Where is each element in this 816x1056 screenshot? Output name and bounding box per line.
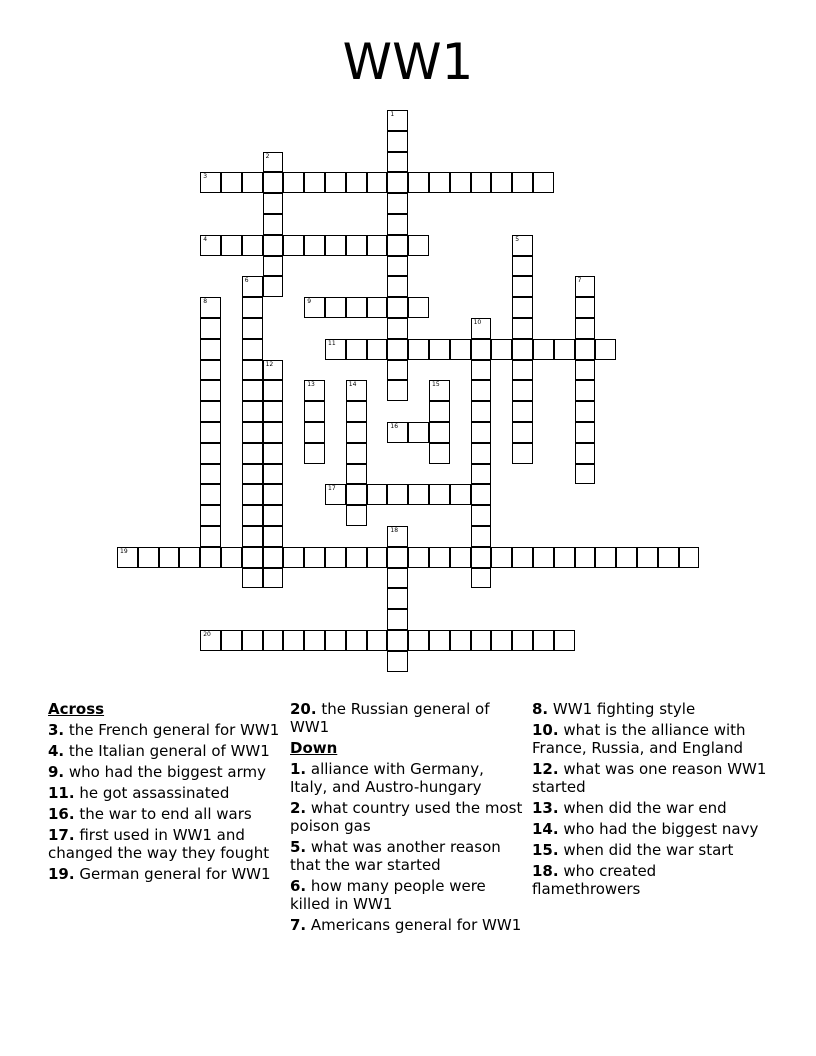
grid-cell[interactable] — [408, 422, 429, 443]
clue-text: Americans general for WW1 — [306, 916, 522, 934]
grid-cell[interactable] — [387, 297, 408, 318]
clue-text: what is the alliance with France, Russia, and England — [532, 721, 746, 757]
grid-cell[interactable] — [200, 401, 221, 422]
grid-cell[interactable] — [200, 505, 221, 526]
down-clue — [532, 700, 767, 718]
grid-cell[interactable] — [471, 526, 492, 547]
grid-cell[interactable] — [658, 547, 679, 568]
grid-cell[interactable] — [471, 401, 492, 422]
grid-cell[interactable] — [263, 547, 284, 568]
clue-number: 4 — [203, 235, 208, 243]
grid-cell[interactable] — [346, 443, 367, 464]
grid-cell[interactable] — [679, 547, 700, 568]
grid-cell[interactable] — [429, 172, 450, 193]
grid-cell[interactable] — [200, 235, 221, 256]
grid-cell[interactable] — [387, 193, 408, 214]
clue-number-label: 11. — [48, 784, 75, 802]
grid-cell[interactable] — [346, 401, 367, 422]
grid-cell[interactable] — [575, 276, 596, 297]
grid-cell[interactable] — [263, 256, 284, 277]
clue-number: 18 — [390, 527, 399, 534]
down-clue — [290, 877, 525, 913]
grid-cell[interactable] — [512, 630, 533, 651]
grid-cell[interactable] — [263, 276, 284, 297]
down-clue — [532, 799, 767, 817]
grid-cell[interactable] — [242, 380, 263, 401]
down-clue — [290, 916, 525, 934]
grid-cell[interactable] — [387, 360, 408, 381]
clue-number-label: 5. — [290, 838, 307, 856]
grid-cell[interactable] — [221, 172, 242, 193]
grid-cell[interactable] — [283, 630, 304, 651]
clue-number: 9 — [307, 298, 312, 306]
grid-cell[interactable] — [512, 235, 533, 256]
grid-cell[interactable] — [304, 422, 325, 443]
grid-cell[interactable] — [387, 380, 408, 401]
grid-cell[interactable] — [263, 568, 284, 589]
down-clue-list — [290, 760, 525, 934]
clues-column-1 — [48, 700, 283, 886]
grid-cell[interactable] — [387, 214, 408, 235]
grid-cell[interactable] — [200, 318, 221, 339]
grid-cell[interactable] — [387, 630, 408, 651]
down-heading: Down — [290, 739, 338, 757]
grid-cell[interactable] — [637, 547, 658, 568]
grid-cell[interactable] — [512, 339, 533, 360]
clue-number-label: 12. — [532, 760, 559, 778]
down-clue — [532, 721, 767, 757]
grid-cell[interactable] — [346, 422, 367, 443]
grid-cell[interactable] — [242, 276, 263, 297]
grid-cell[interactable] — [429, 443, 450, 464]
grid-cell[interactable] — [346, 464, 367, 485]
clue-number-label: 19. — [48, 865, 75, 883]
grid-cell[interactable] — [221, 547, 242, 568]
down-clue — [290, 760, 525, 796]
grid-cell[interactable] — [200, 443, 221, 464]
grid-cell[interactable] — [554, 630, 575, 651]
grid-cell[interactable] — [242, 172, 263, 193]
grid-cell[interactable] — [387, 422, 408, 443]
grid-cell[interactable] — [512, 318, 533, 339]
clue-number-label: 3. — [48, 721, 65, 739]
grid-cell[interactable] — [408, 630, 429, 651]
grid-cell[interactable] — [263, 214, 284, 235]
clue-number: 15 — [432, 381, 440, 389]
grid-cell[interactable] — [533, 339, 554, 360]
grid-cell[interactable] — [408, 547, 429, 568]
grid-cell[interactable] — [367, 235, 388, 256]
clues-column-3 — [532, 700, 767, 901]
grid-cell[interactable] — [387, 588, 408, 609]
grid-cell[interactable] — [554, 547, 575, 568]
grid-cell[interactable] — [429, 484, 450, 505]
across-clue — [48, 763, 283, 781]
grid-cell[interactable] — [554, 339, 575, 360]
grid-cell[interactable] — [304, 235, 325, 256]
clue-text: what country used the most poison gas — [290, 799, 523, 835]
down-clue — [532, 841, 767, 859]
grid-cell[interactable] — [387, 526, 408, 547]
grid-cell[interactable] — [242, 339, 263, 360]
clue-text: alliance with Germany, Italy, and Austro-hungary — [290, 760, 484, 796]
grid-cell[interactable] — [263, 484, 284, 505]
grid-cell[interactable] — [200, 380, 221, 401]
grid-cell[interactable] — [242, 630, 263, 651]
clue-number: 3 — [203, 173, 208, 181]
clue-number-label: 18. — [532, 862, 559, 880]
grid-cell[interactable] — [450, 172, 471, 193]
grid-cell[interactable] — [512, 172, 533, 193]
grid-cell[interactable] — [325, 630, 346, 651]
grid-cell[interactable] — [512, 256, 533, 277]
grid-cell[interactable] — [346, 235, 367, 256]
clue-number-label: 4. — [48, 742, 65, 760]
clue-number-label: 10. — [532, 721, 559, 739]
grid-cell[interactable] — [471, 380, 492, 401]
grid-cell[interactable] — [408, 339, 429, 360]
grid-cell[interactable] — [242, 505, 263, 526]
clue-number: 2 — [265, 152, 270, 160]
grid-cell[interactable] — [575, 380, 596, 401]
clues-column-2 — [290, 700, 525, 937]
clue-number: 12 — [265, 360, 274, 368]
grid-cell[interactable] — [450, 339, 471, 360]
grid-cell[interactable] — [283, 235, 304, 256]
grid-cell[interactable] — [242, 443, 263, 464]
down-clue — [290, 799, 525, 835]
grid-cell[interactable] — [387, 256, 408, 277]
clue-text: what was one reason WW1 started — [532, 760, 767, 796]
grid-cell[interactable] — [283, 172, 304, 193]
grid-cell[interactable] — [450, 484, 471, 505]
grid-cell[interactable] — [408, 297, 429, 318]
grid-cell[interactable] — [325, 172, 346, 193]
grid-cell[interactable] — [304, 297, 325, 318]
grid-cell[interactable] — [325, 547, 346, 568]
grid-cell[interactable] — [533, 172, 554, 193]
grid-cell[interactable] — [200, 464, 221, 485]
grid-cell[interactable] — [387, 235, 408, 256]
grid-cell[interactable] — [263, 193, 284, 214]
grid-cell[interactable] — [263, 235, 284, 256]
grid-cell[interactable] — [200, 422, 221, 443]
grid-cell[interactable] — [387, 484, 408, 505]
grid-cell[interactable] — [242, 318, 263, 339]
grid-cell[interactable] — [387, 568, 408, 589]
grid-cell[interactable] — [575, 360, 596, 381]
grid-cell[interactable] — [471, 360, 492, 381]
grid-cell[interactable] — [471, 464, 492, 485]
grid-cell[interactable] — [512, 422, 533, 443]
across-clue — [48, 826, 283, 862]
grid-cell[interactable] — [471, 318, 492, 339]
grid-cell[interactable] — [304, 630, 325, 651]
clue-number: 11 — [328, 339, 336, 347]
across-clue — [48, 805, 283, 823]
grid-cell[interactable] — [512, 276, 533, 297]
grid-cell[interactable] — [595, 547, 616, 568]
across-clue-list — [48, 721, 283, 883]
clue-text: who had the biggest army — [64, 763, 267, 781]
grid-cell[interactable] — [325, 339, 346, 360]
clue-number-label: 7. — [290, 916, 307, 934]
grid-cell[interactable] — [242, 235, 263, 256]
clue-number: 8 — [203, 298, 208, 306]
across-clue-list-cont — [290, 700, 525, 736]
grid-cell[interactable] — [387, 651, 408, 672]
clue-number: 1 — [390, 111, 395, 118]
grid-cell[interactable] — [471, 484, 492, 505]
grid-cell[interactable] — [242, 401, 263, 422]
grid-cell[interactable] — [242, 526, 263, 547]
grid-cell[interactable] — [179, 547, 200, 568]
clue-number-label: 13. — [532, 799, 559, 817]
grid-cell[interactable] — [512, 297, 533, 318]
grid-cell[interactable] — [387, 609, 408, 630]
clue-text: the French general for WW1 — [64, 721, 280, 739]
grid-cell[interactable] — [471, 630, 492, 651]
grid-cell[interactable] — [346, 630, 367, 651]
grid-cell[interactable] — [575, 318, 596, 339]
grid-cell[interactable] — [263, 630, 284, 651]
grid-cell[interactable] — [387, 547, 408, 568]
clue-number: 16 — [390, 423, 399, 430]
grid-cell[interactable] — [491, 172, 512, 193]
clue-text: who created flamethrowers — [532, 862, 657, 898]
grid-cell[interactable] — [387, 318, 408, 339]
clue-text: the war to end all wars — [74, 805, 252, 823]
clue-number-label: 6. — [290, 877, 307, 895]
grid-cell[interactable] — [595, 339, 616, 360]
grid-cell[interactable] — [242, 360, 263, 381]
across-clue — [48, 784, 283, 802]
clue-number: 13 — [307, 381, 315, 389]
grid-cell[interactable] — [242, 568, 263, 589]
grid-cell[interactable] — [471, 339, 492, 360]
grid-cell[interactable] — [263, 443, 284, 464]
clue-number: 19 — [120, 547, 128, 555]
grid-cell[interactable] — [387, 110, 408, 131]
grid-cell[interactable] — [512, 380, 533, 401]
grid-cell[interactable] — [200, 360, 221, 381]
grid-cell[interactable] — [387, 131, 408, 152]
grid-cell[interactable] — [263, 505, 284, 526]
grid-cell[interactable] — [491, 339, 512, 360]
grid-cell[interactable] — [346, 380, 367, 401]
grid-cell[interactable] — [387, 172, 408, 193]
clue-number-label: 14. — [532, 820, 559, 838]
clue-text: how many people were killed in WW1 — [290, 877, 486, 913]
grid-cell[interactable] — [304, 547, 325, 568]
clue-text: who had the biggest navy — [558, 820, 759, 838]
grid-cell[interactable] — [367, 547, 388, 568]
across-clue — [48, 721, 283, 739]
grid-cell[interactable] — [304, 401, 325, 422]
grid-cell[interactable] — [512, 360, 533, 381]
grid-cell[interactable] — [367, 297, 388, 318]
clue-number: 5 — [515, 235, 520, 243]
across-clue — [48, 742, 283, 760]
clue-text: when did the war start — [558, 841, 734, 859]
grid-cell[interactable] — [263, 172, 284, 193]
clue-number: 6 — [244, 277, 249, 285]
grid-cell[interactable] — [491, 630, 512, 651]
grid-cell[interactable] — [346, 297, 367, 318]
grid-cell[interactable] — [575, 443, 596, 464]
clue-text: he got assassinated — [74, 784, 230, 802]
grid-cell[interactable] — [450, 630, 471, 651]
grid-cell[interactable] — [512, 547, 533, 568]
grid-cell[interactable] — [533, 630, 554, 651]
grid-cell[interactable] — [263, 422, 284, 443]
grid-cell[interactable] — [575, 297, 596, 318]
grid-cell[interactable] — [367, 484, 388, 505]
clue-number: 10 — [473, 319, 482, 326]
grid-cell[interactable] — [263, 152, 284, 173]
grid-cell[interactable] — [200, 339, 221, 360]
grid-cell[interactable] — [242, 464, 263, 485]
clue-number-label: 16. — [48, 805, 75, 823]
grid-cell[interactable] — [325, 484, 346, 505]
grid-cell[interactable] — [367, 172, 388, 193]
grid-cell[interactable] — [242, 297, 263, 318]
grid-cell[interactable] — [616, 547, 637, 568]
clue-number: 17 — [328, 485, 336, 493]
grid-cell[interactable] — [367, 630, 388, 651]
grid-cell[interactable] — [512, 401, 533, 422]
clue-number-label: 2. — [290, 799, 307, 817]
grid-cell[interactable] — [429, 547, 450, 568]
clue-number-label: 1. — [290, 760, 307, 778]
grid-cell[interactable] — [325, 297, 346, 318]
grid-cell[interactable] — [242, 547, 263, 568]
grid-cell[interactable] — [408, 235, 429, 256]
across-clue — [290, 700, 525, 736]
grid-cell[interactable] — [346, 339, 367, 360]
clue-text: the Italian general of WW1 — [64, 742, 270, 760]
grid-cell[interactable] — [263, 380, 284, 401]
clue-number: 7 — [577, 277, 582, 285]
down-clue — [532, 760, 767, 796]
grid-cell[interactable] — [450, 547, 471, 568]
grid-cell[interactable] — [575, 401, 596, 422]
grid-cell[interactable] — [283, 547, 304, 568]
grid-cell[interactable] — [471, 568, 492, 589]
grid-cell[interactable] — [575, 547, 596, 568]
across-clue — [48, 865, 283, 883]
clue-text: the Russian general of WW1 — [290, 700, 490, 736]
grid-cell[interactable] — [221, 235, 242, 256]
down-clue — [532, 820, 767, 838]
grid-cell[interactable] — [429, 422, 450, 443]
grid-cell[interactable] — [429, 401, 450, 422]
grid-cell[interactable] — [471, 547, 492, 568]
page-title: WW1 — [342, 33, 474, 91]
grid-cell[interactable] — [200, 630, 221, 651]
clue-text: German general for WW1 — [74, 865, 271, 883]
grid-cell[interactable] — [429, 630, 450, 651]
grid-cell[interactable] — [346, 505, 367, 526]
grid-cell[interactable] — [471, 422, 492, 443]
grid-cell[interactable] — [471, 443, 492, 464]
grid-cell[interactable] — [263, 526, 284, 547]
grid-cell[interactable] — [491, 547, 512, 568]
grid-cell[interactable] — [471, 172, 492, 193]
grid-cell[interactable] — [367, 339, 388, 360]
clue-number-label: 15. — [532, 841, 559, 859]
grid-cell[interactable] — [304, 380, 325, 401]
grid-cell[interactable] — [471, 505, 492, 526]
grid-cell[interactable] — [575, 422, 596, 443]
grid-cell[interactable] — [221, 630, 242, 651]
grid-cell[interactable] — [512, 443, 533, 464]
grid-cell[interactable] — [408, 484, 429, 505]
grid-cell[interactable] — [138, 547, 159, 568]
grid-cell[interactable] — [575, 339, 596, 360]
grid-cell[interactable] — [325, 235, 346, 256]
clue-text: WW1 fighting style — [548, 700, 696, 718]
clue-number: 20 — [203, 631, 211, 638]
grid-cell[interactable] — [429, 339, 450, 360]
grid-cell[interactable] — [263, 464, 284, 485]
grid-cell[interactable] — [200, 297, 221, 318]
clue-text: what was another reason that the war started — [290, 838, 501, 874]
grid-cell[interactable] — [346, 484, 367, 505]
grid-cell[interactable] — [304, 443, 325, 464]
grid-cell[interactable] — [304, 172, 325, 193]
down-clue — [290, 838, 525, 874]
grid-cell[interactable] — [533, 547, 554, 568]
grid-cell[interactable] — [200, 484, 221, 505]
grid-cell[interactable] — [408, 172, 429, 193]
grid-cell[interactable] — [200, 526, 221, 547]
grid-cell[interactable] — [387, 276, 408, 297]
grid-cell[interactable] — [263, 401, 284, 422]
down-clue-list-cont — [532, 700, 767, 898]
clue-number-label: 9. — [48, 763, 65, 781]
grid-cell[interactable] — [200, 547, 221, 568]
grid-cell[interactable] — [200, 172, 221, 193]
grid-cell[interactable] — [159, 547, 180, 568]
clue-number-label: 17. — [48, 826, 75, 844]
grid-cell[interactable] — [387, 152, 408, 173]
grid-cell[interactable] — [242, 484, 263, 505]
clue-text: first used in WW1 and changed the way they fought — [48, 826, 270, 862]
clue-number-label: 20. — [290, 700, 317, 718]
grid-cell[interactable] — [575, 464, 596, 485]
down-clue — [532, 862, 767, 898]
grid-cell[interactable] — [429, 380, 450, 401]
clue-text: when did the war end — [558, 799, 727, 817]
grid-cell[interactable] — [346, 172, 367, 193]
grid-cell[interactable] — [242, 422, 263, 443]
clue-number-label: 8. — [532, 700, 549, 718]
grid-cell[interactable] — [117, 547, 138, 568]
grid-cell[interactable] — [387, 339, 408, 360]
grid-cell[interactable] — [346, 547, 367, 568]
across-heading: Across — [48, 700, 105, 718]
grid-cell[interactable] — [263, 360, 284, 381]
clue-number: 14 — [348, 381, 357, 389]
